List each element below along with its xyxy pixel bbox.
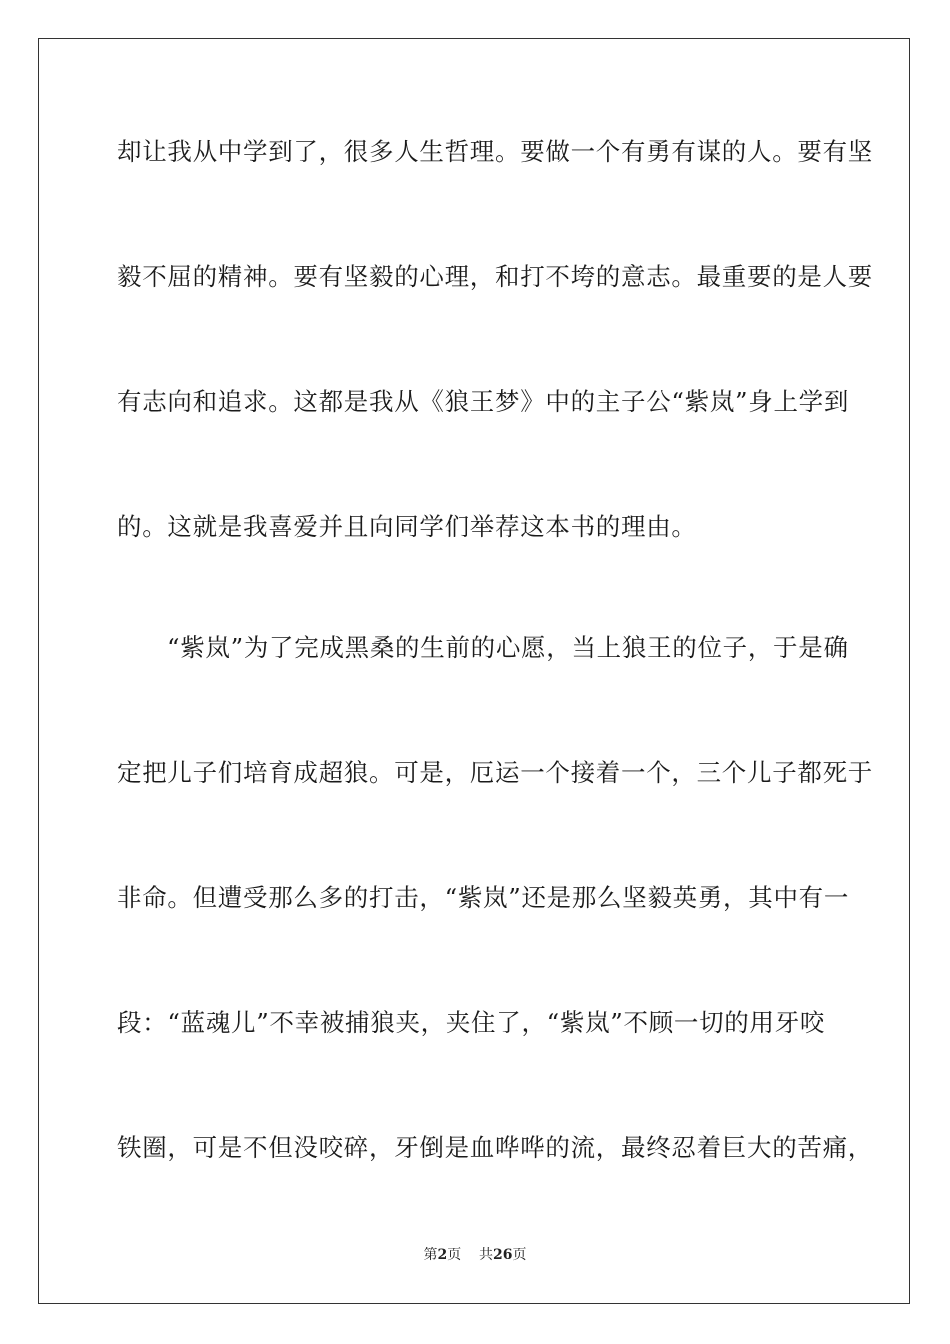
text-line-3: 有志向和追求。这都是我从《狼王梦》中的主子公“紫岚”身上学到 [117, 387, 850, 416]
text-line-7: 非命。但遭受那么多的打击，“紫岚”还是那么坚毅英勇，其中有一 [117, 883, 850, 912]
footer-page-prefix: 第 [423, 1247, 438, 1263]
footer-total-suffix: 页 [512, 1247, 527, 1263]
footer-total-pages: 26 [493, 1247, 513, 1263]
text-line-1: 却让我从中学到了，很多人生哲理。要做一个有勇有谋的人。要有坚 [117, 137, 873, 166]
footer-page-number: 2 [437, 1247, 448, 1263]
text-line-4: 的。这就是我喜爱并且向同学们举荐这本书的理由。 [117, 512, 697, 541]
text-line-6: 定把儿子们培育成超狼。可是，厄运一个接着一个，三个儿子都死于 [117, 758, 873, 787]
text-line-5-paragraph-start: “紫岚”为了完成黑桑的生前的心愿，当上狼王的位子，于是确 [167, 633, 849, 662]
text-line-9: 铁圈，可是不但没咬碎，牙倒是血哗哗的流，最终忍着巨大的苦痛， [117, 1133, 873, 1162]
text-line-2: 毅不屈的精神。要有坚毅的心理，和打不垮的意志。最重要的是人要 [117, 262, 873, 291]
text-line-8: 段：“蓝魂儿”不幸被捕狼夹，夹住了，“紫岚”不顾一切的用牙咬 [117, 1008, 826, 1037]
page-footer [0, 1246, 950, 1264]
footer-total-prefix: 共 [479, 1247, 494, 1263]
page-border [38, 38, 910, 1304]
footer-page-suffix: 页 [447, 1247, 462, 1263]
